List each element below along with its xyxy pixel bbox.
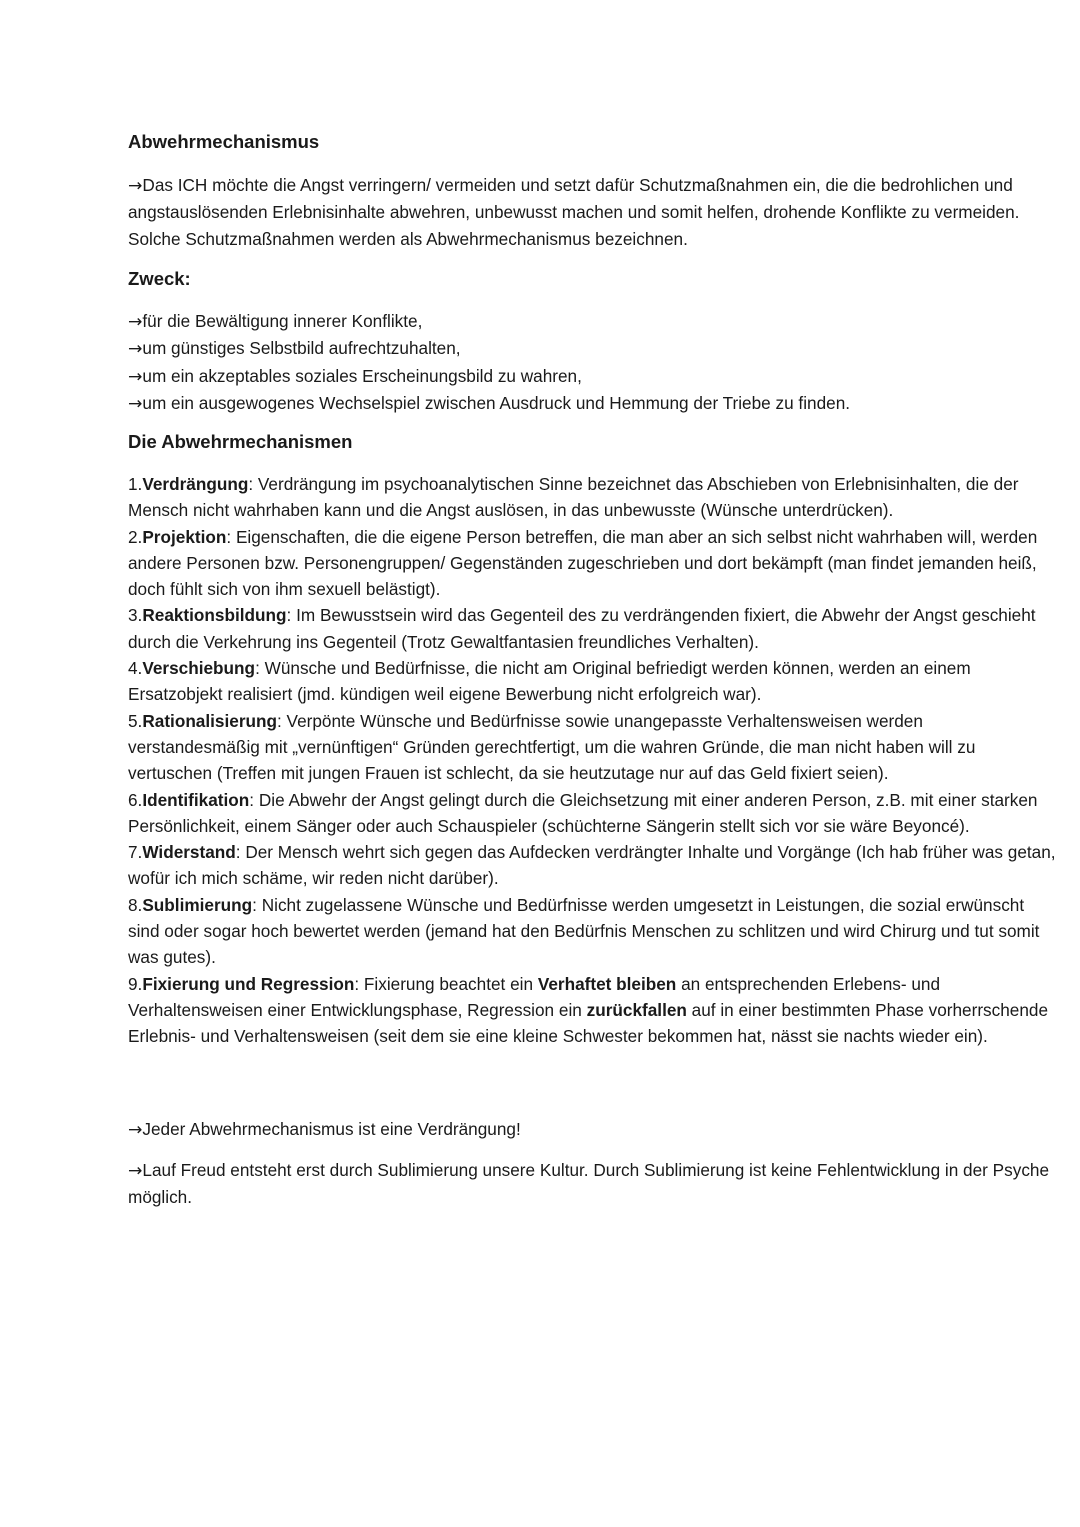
purpose-list bbox=[128, 308, 1058, 417]
mechanism-term: Verschiebung bbox=[142, 658, 256, 679]
mechanism-item: 9.Fixierung und Regression: Fixierung beachtet ein Verhaftet bleiben an entsprechenden Erlebens- und Verhaltensweisen einer Entwicklungsphase, Regression ein zurückfallen auf in einer bestimmten Phase vorherrschende Erlebnis- und Verhaltensweisen (seit dem sie eine kleine Schwester bekommen hat, nässt sie nachts wieder ein). bbox=[128, 973, 1049, 1047]
note-paragraph: →Lauf Freud entsteht erst durch Sublimierung unsere Kultur. Durch Sublimierung ist keine Fehlentwicklung in der Psyche möglich. bbox=[128, 1160, 1050, 1208]
mechanism-term: Widerstand bbox=[142, 842, 236, 863]
list-item: →um günstiges Selbstbild aufrechtzuhalten, bbox=[128, 338, 461, 360]
note-paragraph: →Jeder Abwehrmechanismus ist eine Verdrängung! bbox=[128, 1119, 521, 1140]
mechanisms-heading: Die Abwehrmechanismen bbox=[128, 431, 353, 452]
mechanism-term: Identifikation bbox=[142, 789, 250, 810]
mechanism-term: Verdrängung bbox=[142, 474, 249, 494]
intro-paragraph bbox=[128, 172, 1058, 252]
intro-text: Das ICH möchte die Angst verringern/ vermeiden und setzt dafür Schutzmaßnahmen ein, die die bedrohlichen und angstauslösenden Erlebnisinhalte abwehren, unbewusst machen und somit helfen, drohende Konflikte zu vermeiden. Solche Schutzmaßnahmen werden als Abwehrmechanismus bezeichnen. bbox=[128, 175, 1020, 249]
mechanism-term: Rationalisierung bbox=[142, 710, 277, 731]
mechanism-item: 2.Projektion: Eigenschaften, die die eigene Person betreffen, die man aber an sich selbst nicht wahrhaben will, werden andere Personen bzw. Personengruppen/ Gegenständen zugeschrieben und dort bekämpft (man findet jemanden heiß, doch fühlt sich von ihm sexuell belästigt). bbox=[128, 526, 1038, 600]
list-item: →um ein akzeptables soziales Erscheinungsbild zu wahren, bbox=[128, 365, 582, 387]
list-item: →um ein ausgewogenes Wechselspiel zwischen Ausdruck und Hemmung der Triebe zu finden. bbox=[128, 392, 851, 414]
arrow-icon: → bbox=[128, 339, 143, 360]
list-item: →für die Bewältigung innerer Konflikte, bbox=[128, 311, 423, 332]
arrow-icon: → bbox=[128, 393, 143, 414]
arrow-icon: → bbox=[128, 176, 143, 196]
arrow-icon: → bbox=[128, 1120, 143, 1140]
mechanism-item: 1.Verdrängung: Verdrängung im psychoanalytischen Sinne bezeichnet das Abschieben von Erlebnisinhalten, die der Mensch nicht wahrhaben kann und die Angst auslösen, in das unbewusste (Wünsche unterdrücken). bbox=[128, 474, 1019, 521]
mechanism-item: 5.Rationalisierung: Verpönte Wünsche und Bedürfnisse sowie unangepasste Verhaltensweisen werden verstandesmäßig mit „vernünftigen“ Gründen gerechtfertigt, um die wahren Gründe, die man nicht haben will zu vertuschen (Treffen mit jungen Frauen ist schlecht, da sie heutzutage nur auf das Geld fixiert seien). bbox=[128, 710, 976, 784]
mechanism-item: 3.Reaktionsbildung: Im Bewusstsein wird das Gegenteil des zu verdrängenden fixiert, die Abwehr der Angst geschieht durch die Verkehrung ins Gegenteil (Trotz Gewaltfantasien freundliches Verhalten). bbox=[128, 605, 1036, 652]
mechanism-term: Projektion bbox=[142, 526, 227, 547]
mechanism-term: Sublimierung bbox=[142, 894, 253, 915]
mechanism-item: 4.Verschiebung: Wünsche und Bedürfnisse, die nicht am Original befriedigt werden können, werden an einem Ersatzobjekt realisiert (jmd. kündigen weil eigene Bewerbung nicht erfolgreich war). bbox=[128, 658, 971, 705]
mechanism-item: 7.Widerstand: Der Mensch wehrt sich gegen das Aufdecken verdrängter Inhalte und Vorgänge (Ich hab früher was getan, wofür ich mich schäme, wir reden nicht darüber). bbox=[128, 842, 1056, 889]
mechanism-term: Reaktionsbildung bbox=[142, 605, 287, 626]
mechanism-term: Fixierung und Regression bbox=[142, 973, 355, 994]
mechanism-item: 8.Sublimierung: Nicht zugelassene Wünsche und Bedürfnisse werden umgesetzt in Leistungen, die sozial erwünscht sind oder sogar hoch bewertet werden (jemand hat den Bedürfnis Menschen zu schlitzen und wird Chirurg und tut somit was gutes). bbox=[128, 894, 1040, 968]
document-title: Abwehrmechanismus bbox=[128, 131, 320, 152]
mechanisms-list bbox=[128, 471, 1058, 1050]
purpose-heading: Zweck: bbox=[128, 268, 191, 289]
arrow-icon: → bbox=[128, 1161, 143, 1181]
arrow-icon: → bbox=[128, 366, 143, 387]
mechanism-item: 6.Identifikation: Die Abwehr der Angst gelingt durch die Gleichsetzung mit einer anderen Person, z.B. mit einer starken Persönlichkeit, einem Sänger oder auch Schauspieler (schüchterne Sängerin stellt sich vor sie wäre Beyoncé). bbox=[128, 789, 1038, 836]
arrow-icon: → bbox=[128, 312, 143, 332]
